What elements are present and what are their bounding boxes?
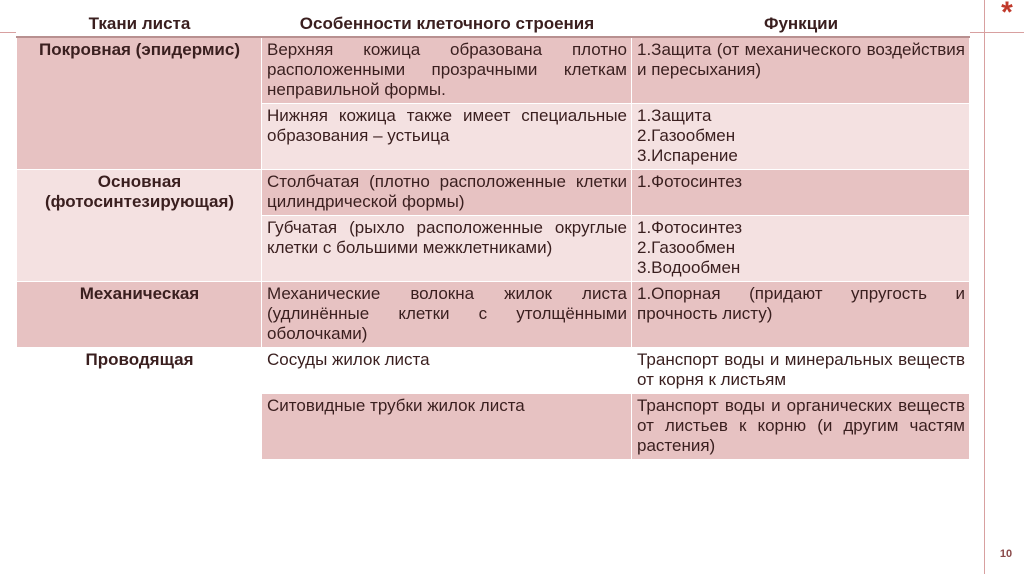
functions-cell xyxy=(632,170,970,216)
function-item: Транспорт воды и органических веществ от листьев к корню (и другим частям растения) xyxy=(637,396,965,455)
function-item: Транспорт воды и минеральных веществ от корня к листьям xyxy=(637,350,965,389)
structure-cell: Нижняя кожица также имеет специальные образования – устьица xyxy=(262,104,632,170)
table-header-row xyxy=(17,11,970,38)
function-item: 1.Фотосинтез xyxy=(637,172,743,191)
functions-cell xyxy=(632,216,970,282)
function-item: 1.Защита (от механического воздействия и пересыхания) xyxy=(637,40,965,79)
structure-cell: Столбчатая (плотно расположенные клетки цилиндрической формы) xyxy=(262,170,632,216)
table-row xyxy=(17,37,970,104)
header-structure: Особенности клеточного строения xyxy=(262,11,632,38)
function-item: 2.Газообмен xyxy=(637,126,736,145)
structure-cell: Сосуды жилок листа xyxy=(262,348,632,394)
table-row xyxy=(17,282,970,348)
structure-cell: Губчатая (рыхло расположенные округлые клетки с большими межклетниками) xyxy=(262,216,632,282)
header-functions: Функции xyxy=(632,11,970,38)
tissue-integumentary: Покровная (эпидермис) xyxy=(17,37,262,170)
page-number: 10 xyxy=(999,548,1013,560)
leaf-tissues-table xyxy=(16,10,970,460)
tissue-mechanical: Механическая xyxy=(17,282,262,348)
tissue-conductive: Проводящая xyxy=(17,348,262,460)
functions-cell xyxy=(632,104,970,170)
tissue-ground: Основная (фотосинтезирующая) xyxy=(17,170,262,282)
functions-cell xyxy=(632,37,970,104)
slide-right-rule xyxy=(984,0,985,574)
slide-marker: * xyxy=(1001,0,1013,29)
header-tissues: Ткани листа xyxy=(17,11,262,38)
function-item: 2.Газообмен xyxy=(637,238,736,257)
functions-cell xyxy=(632,348,970,394)
function-item: 1.Опорная (придают упругость и прочность листу) xyxy=(637,284,965,323)
function-item: 3.Водообмен xyxy=(637,258,741,277)
function-item: 1.Фотосинтез xyxy=(637,218,743,237)
function-item: 1.Защита xyxy=(637,106,712,125)
structure-cell: Верхняя кожица образована плотно расположенными прозрачными клеткам неправильной формы. xyxy=(262,37,632,104)
structure-cell: Механические волокна жилок листа (удлинённые клетки с утолщёнными оболочками) xyxy=(262,282,632,348)
functions-cell xyxy=(632,394,970,460)
structure-cell: Ситовидные трубки жилок листа xyxy=(262,394,632,460)
functions-cell xyxy=(632,282,970,348)
function-item: 3.Испарение xyxy=(637,146,738,165)
table-row xyxy=(17,348,970,394)
table-row xyxy=(17,170,970,216)
